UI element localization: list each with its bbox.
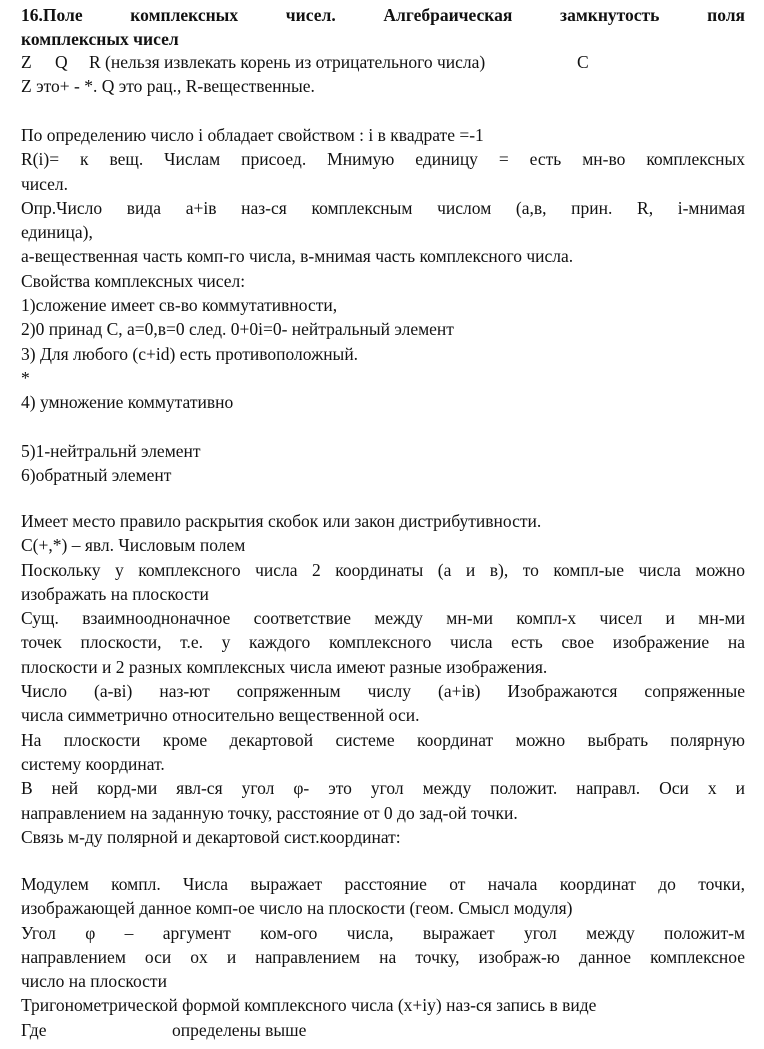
- text-line: Поскольку у комплексного числа 2 координаты (а и в), то компл-ые числа можно: [21, 559, 745, 580]
- text-line: Опр.Число вида a+iв наз-ся комплексным числом (a,в, прин. R, i-мнимая: [21, 197, 745, 218]
- main-body: [21, 509, 745, 849]
- text-line: изображающей данное комп-ое число на плоскости (геом. Смысл модуля): [21, 898, 573, 919]
- text-line: Связь м-ду полярной и декартовой сист.координат:: [21, 826, 401, 847]
- properties-continued: [21, 439, 745, 488]
- text-line: изображать на плоскости: [21, 583, 209, 604]
- text-line: числа симметрично относительно вещественной оси.: [21, 705, 420, 726]
- text-line: Сущ. взаимноодноначное соответствие между мн-ми компл-х чисел и мн-ми: [21, 608, 745, 629]
- set-q: Q: [55, 52, 68, 72]
- text-line: На плоскости кроме декартовой системе координат можно выбрать полярную: [21, 729, 745, 750]
- text-line: 3) Для любого (c+id) есть противоположный.: [21, 343, 359, 364]
- set-r: R (нельзя извлекать корень из отрицательного числа): [89, 52, 486, 72]
- text-line: В ней корд-ми явл-ся угол φ- это угол между положит. направл. Оси x и: [21, 778, 745, 799]
- text-line: направлением оси ox и направлением на точку, изображ-ю данное комплексное: [21, 946, 745, 967]
- text-line: 1)сложение имеет св-во коммутативности,: [21, 295, 338, 316]
- text-line: R(i)= к вещ. Числам присоед. Мнимую единицу = есть мн-во комплексных: [21, 149, 745, 170]
- text-line: Модулем компл. Числа выражает расстояние от начала координат до точки,: [21, 874, 745, 894]
- last-line: [21, 1018, 745, 1042]
- sets-intro: [21, 50, 745, 99]
- where-label: Где: [21, 1019, 47, 1040]
- text-line: 5)1-нейтральнй элемент: [21, 441, 201, 461]
- text-line: Имеет место правило раскрытия скобок или закон дистрибутивности.: [21, 511, 542, 531]
- text-line: единица),: [21, 222, 93, 243]
- text-line: Угол φ – аргумент ком-ого числа, выражает угол между положит-м: [21, 922, 745, 943]
- text-line: плоскости и 2 разных комплексных числа имеют разные изображения.: [21, 656, 548, 677]
- heading-line-1: 16.Поле комплексных чисел. Алгебраическая замкнутость поля: [21, 5, 745, 25]
- text-line: Тригонометрической формой комплексного числа (x+iy) наз-ся запись в виде: [21, 995, 597, 1016]
- heading-line-2: комплексных чисел: [21, 29, 179, 50]
- text-line: точек плоскости, т.е. у каждого комплексного числа есть свое изображение на: [21, 632, 745, 653]
- text-line: Число (а-вi) наз-ют сопряженным числу (а+iв) Изображаются сопряженные: [21, 681, 745, 702]
- text-line: 4) умножение коммутативно: [21, 392, 234, 413]
- text-line: направлением на заданную точку, расстояние от 0 до зад-ой точки.: [21, 802, 518, 823]
- text-line: Свойства комплексных чисел:: [21, 270, 246, 291]
- text-line: а-вещественная часть комп-го числа, в-мнимая часть комплексного числа.: [21, 246, 574, 267]
- defined-above-text: определены выше: [172, 1019, 307, 1040]
- text-line: По определению число i обладает свойством : i в квадрате =-1: [21, 125, 484, 145]
- sets-description: Z это+ - *. Q это рац., R-вещественные.: [21, 76, 315, 97]
- modulus-argument-section: [21, 872, 745, 1042]
- text-line: чисел.: [21, 173, 69, 194]
- definitions-section: [21, 123, 745, 415]
- text-line: *: [21, 367, 30, 388]
- text-line: C(+,*) – явл. Числовым полем: [21, 535, 246, 556]
- text-line: систему координат.: [21, 753, 165, 774]
- set-z: Z: [21, 52, 32, 72]
- sets-line: [21, 50, 745, 74]
- text-line: число на плоскости: [21, 971, 167, 992]
- set-c: C: [577, 52, 589, 72]
- text-line: 2)0 принад C, a=0,в=0 след. 0+0i=0- нейтральный элемент: [21, 319, 454, 340]
- text-line: 6)обратный элемент: [21, 465, 172, 486]
- document-heading: [21, 3, 745, 52]
